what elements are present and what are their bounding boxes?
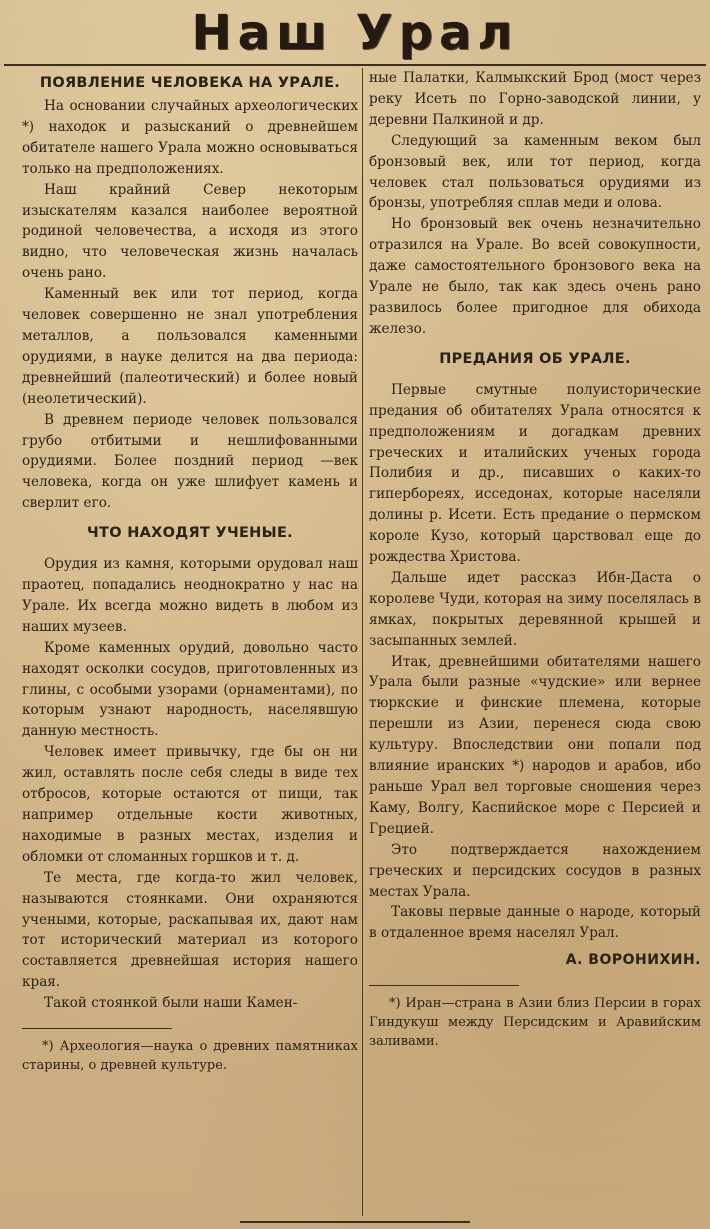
right-column (369, 68, 701, 1051)
paragraph: В древнем периоде человек пользовался грубо отбитыми и нешлифованными орудиями. Более поздний период —век человека, когда он уже шлифует камень и сверлит его. (22, 411, 358, 512)
footnote-rule (22, 1028, 172, 1029)
bottom-rule (240, 1221, 470, 1223)
paragraph: Такой стоянкой были наши Камен- (44, 995, 298, 1012)
paragraph: Следующий за каменным веком был бронзовый век, или тот период, когда человек стал пользоваться орудиями из бронзы, употребляя сплав меди и олова. (369, 132, 701, 212)
paragraph: Дальше идет рассказ Ибн-Даста о королеве Чуди, которая на зиму поселялась в ямках, покрытых деревянной крышей и засыпанных землей. (369, 569, 701, 649)
paragraph: Кроме каменных орудий, довольно часто находят осколки сосудов, приготовленных из глины, с особыми узорами (орнаментами), по которым узнают народность, населявшую данную местность. (22, 639, 358, 740)
paragraph: Человек имеет привычку, где бы он ни жил, оставлять после себя следы в виде тех отбросов, которые остаются от пищи, так например отдельные кости животных, находимые в разных местах, изделия и обломки от сломанных горшков и т. д. (22, 744, 358, 865)
footnote-rule (369, 985, 519, 986)
paragraph: Орудия из камня, которыми орудовал наш праотец, попадались неоднократно у нас на Урале. Их всегда можно видеть в любом из наших музеев. (22, 556, 358, 635)
masthead-rule (4, 64, 706, 66)
paragraph: На основании случайных археологических *) находок и разысканий о древнейшем обитателе нашего Урала можно основываться только на предположениях. (22, 98, 358, 177)
author-signature: А. ВОРОНИХИН. (565, 952, 701, 969)
paragraph: Это подтверждается нахождением греческих и персидских сосудов в разных местах Урала. (369, 841, 701, 900)
paragraph: Но бронзовый век очень незначительно отразился на Урале. Во всей совокупности, даже самостоятельного бронзового века на Урале не было, так как здесь очень рано развилось более пригодное для обихода железо. (369, 216, 701, 337)
masthead-title: Наш Урал (191, 5, 519, 61)
section-heading-appearance: ПОЯВЛЕНИЕ ЧЕЛОВЕКА НА УРАЛЕ. (39, 75, 341, 91)
footnote: *) Иран—страна в Азии близ Персии в горах Гиндукуш между Персидским и Аравийским заливами. (369, 996, 701, 1050)
section-heading-scientists: ЧТО НАХОДЯТ УЧЕНЫЕ. (87, 525, 293, 542)
paragraph: ные Палатки, Калмыкский Брод (мост через реку Исеть по Горно-заводской линии, у деревни Палкиной и др. (369, 70, 701, 128)
paragraph: Таковы первые данные о народе, который в отдаленное время населял Урал. (369, 904, 701, 942)
paragraph: Первые смутные полуисторические предания об обитателях Урала относятся к предположениям и догадкам древних греческих и италийских ученых города Полибия и др., писавших о каких-то гипербореях, исседонах, которые населяли долины р. Исети. Есть предание о пермском короле Кузо, который царствовал еще до рождества Христова. (369, 381, 701, 566)
paragraph: Итак, древнейшими обитателями нашего Урала были разные «чудские» или вернее тюркские и финские племена, которые перешли из Азии, перенеся сюда свою культуру. Впоследствии они попали под влияние иранских *) народов и арабов, ибо раньше Урал вел торговые сношения через Каму, Волгу, Каспийское море с Персией и Грецией. (369, 653, 701, 837)
footnote: *) Археология—наука о древних памятниках старины, о древней культуре. (22, 1039, 358, 1074)
column-divider (362, 68, 363, 1216)
section-heading-legends: ПРЕДАНИЯ ОБ УРАЛЕ. (439, 350, 631, 367)
paragraph: Каменный век или тот период, когда человек совершенно не знал употребления металлов, а пользовался каменными орудиями, в науке делится на два периода: древнейший (палеотический) и более новый (неолетический). (22, 286, 358, 407)
paragraph: Те места, где когда-то жил человек, называются стоянками. Они охраняются учеными, которые, раскапывая их, дают нам тот исторический материал из которого составляется древнейшая история нашего края. (22, 869, 358, 991)
paragraph: Наш крайний Север некоторым изыскателям казался наиболее вероятной родиной человечества, а исходя из этого видно, что человеческая жизнь началась очень рано. (22, 181, 358, 282)
left-column (22, 68, 358, 1075)
